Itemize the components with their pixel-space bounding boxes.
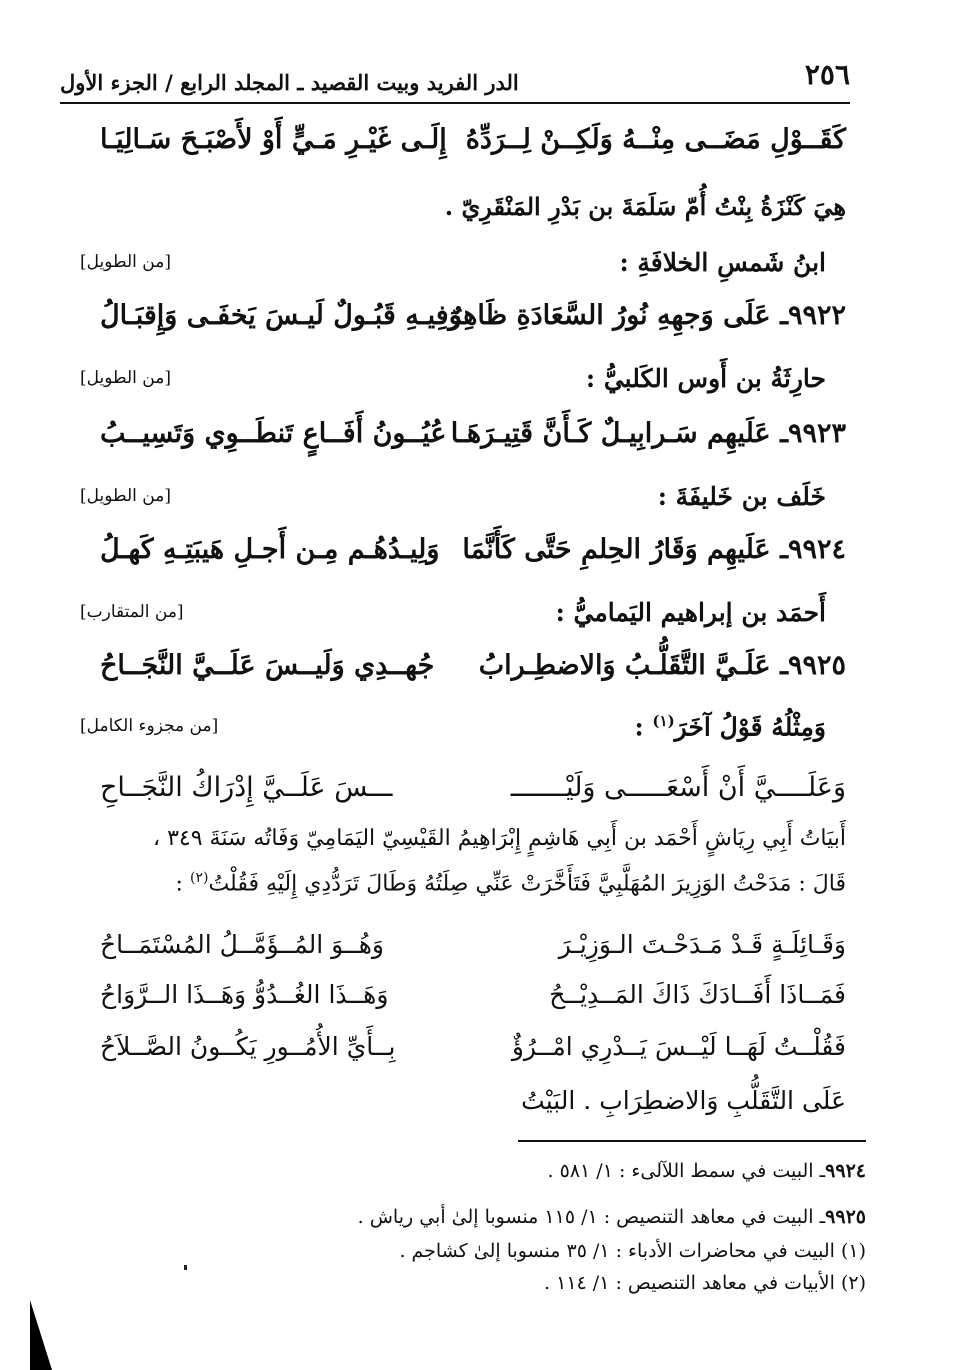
footnote-text: البيت في محاضرات الأدباء : ١/ ٣٥ منسوبا إلىٰ كشاجم . [399, 1240, 835, 1262]
footnote-number: ٩٩٢٥ [825, 1206, 866, 1228]
verse-other [100, 772, 846, 818]
verse-9922 [100, 300, 846, 346]
verse-9925 [100, 650, 846, 696]
footnote-number: (١) [840, 1240, 866, 1262]
verse-text: عَلَيهِم سَـرابِيـلٌ كَـأَنَّ قَتِيـرَهَـا [450, 418, 771, 449]
verse-first-hemistich: وَقَـائِلَـةٍ قَـدْ مَـدَحْـتَ الـوَزِيْـرَ [558, 930, 846, 959]
footnote-number: ٩٩٢٤ [825, 1160, 866, 1182]
verse-text: عَلَـيَّ التَّقَلُّـبُ وَالاضطِـرابُ [478, 650, 771, 681]
meter-label: [من المتقارب] [80, 602, 184, 622]
poet-name: أَحمَد بن إبراهيم اليَماميُّ : [555, 598, 826, 627]
verse-first-hemistich: فَقُلْــتُ لَهَــا لَيْــسَ يَــدْرِي امْــرُؤٌ [511, 1032, 846, 1061]
footnote-text: ـ البيت في معاهد التنصيص : ١/ ١١٥ منسوبا إلىٰ أبي رياش . [357, 1206, 826, 1228]
attribution-9923 [80, 364, 826, 404]
prose-line-2 [90, 870, 846, 896]
note-kanza: هِيَ كَنْزَةُ بِنْتُ أُمّ سَلَمَةَ بن بَدْرِ المَنْقَرِيّ . [444, 192, 846, 221]
meter-label: [من الطويل] [80, 486, 171, 506]
verse-9923 [100, 418, 846, 464]
poem-verse-3 [100, 1032, 846, 1078]
verse-first-hemistich: ٩٩٢٤ـ عَلَيهِم وَقَارُ الحِلمِ حَتَّى كَأَنَّمَا [462, 534, 846, 565]
prose-line-1: أَبيَاتُ أَبِي رِيَاشٍ أَحْمَد بن أَبِي هَاشِمٍ إِبْرَاهِيمُ القَيْسِيّ اليَمَامِيّ وَفَاتُه سَنَةَ ٣٤٩ ، [153, 826, 846, 851]
attribution-9922 [80, 248, 826, 288]
poet-name [634, 712, 826, 741]
poet-name: حارِثَةُ بن أَوس الكَلبيُّ : [585, 364, 826, 393]
footnote-mark: (٢) [189, 870, 209, 886]
running-title: الدر الفريد وبيت القصيد ـ المجلد الرابع / الجزء الأول [60, 70, 519, 95]
other-poet-text: وَمِثْلُهُ قَوْلُ آخَرَ [674, 712, 826, 742]
verse-first-hemistich: فَمَــاذَا أَفَــادَكَ ذَاكَ المَــدِيْــحُ [549, 980, 846, 1009]
verse-second-hemistich: ـــسَ عَلَــيَّ إِدْرَاكُ النَّجَــاحِ [100, 772, 393, 803]
verse-second-hemistich: وَهَــذَا الغُــدُوُّ وَهَــذَا الــرَّوَاحُ [100, 980, 389, 1009]
verse-number: ٩٩٢٥ [787, 650, 846, 681]
attribution-other [80, 712, 826, 752]
verse-number: ٩٩٢٣ [787, 418, 846, 449]
verse-second-hemistich: وَلِيـدُهُـم مِـن أَجـلِ هَيبَتِـهِ كَهـلُ [100, 534, 440, 565]
verse-second-hemistich: عُيُــونُ أَفَــاعٍ تَنطَــوِي وَتَسِيــبُ [100, 418, 447, 449]
poem-verse-1 [100, 930, 846, 976]
footnote-2 [544, 1272, 866, 1294]
verse-second-hemistich: وَهُــوَ المُــؤَمَّــلُ المُسْتَمَــاحُ [100, 930, 384, 959]
scan-edge-mark [30, 1300, 52, 1370]
poet-name: ابنُ شَمسِ الخلافَةِ : [619, 248, 826, 277]
poet-name: خَلَف بن خَليفَةَ : [657, 482, 826, 511]
page-number: ٢٥٦ [804, 58, 850, 91]
verse-number: ٩٩٢٤ [787, 534, 846, 565]
verse-9924 [100, 534, 846, 580]
verse-first-hemistich: كَقَــوْلِ مَضَــى مِنْــهُ وَلَكِــنْ لِــرَدِّهُ [465, 124, 846, 155]
footnote-1 [399, 1240, 866, 1262]
poem-last-line: عَلَى التَّقَلُّبِ وَالاضطِرَابِ . البَيْتُ [521, 1086, 846, 1115]
poem-verse-2 [100, 980, 846, 1026]
page-header [60, 58, 850, 102]
attribution-9924 [80, 482, 826, 522]
meter-label: [من مجزوء الكامل] [80, 716, 219, 736]
verse-continued [100, 124, 846, 170]
verse-second-hemistich: جُهــدِي وَلَيــسَ عَلَــيَّ النَّجَــاحُ [100, 650, 435, 681]
colon: : [634, 712, 644, 742]
footnote-text: الأبيات في معاهد التنصيص : ١/ ١١٤ . [544, 1272, 835, 1294]
verse-text: عَلَيهِم وَقَارُ الحِلمِ حَتَّى كَأَنَّمَا [462, 534, 771, 565]
meter-label: [من الطويل] [80, 368, 171, 388]
footnote-rule [518, 1140, 866, 1142]
meter-label: [من الطويل] [80, 252, 171, 272]
footnote-9924 [548, 1160, 866, 1182]
header-rule [60, 102, 850, 104]
colon: : [175, 871, 183, 897]
verse-text: عَلَى وَجهِهِ نُورُ السَّعَادَةِ ظَاهِرٌ [448, 300, 771, 331]
prose-line-2-text: قَالَ : مَدَحْتُ الوَزِيرَ المُهَلَّبِيَّ فَتَأَخَّرَتْ عَنِّي صِلَتُهُ وَطَالَ تَرَدُّدِي إِلَيْهِ فَقُلْتُ [208, 871, 846, 897]
footnote-9925 [358, 1206, 866, 1228]
verse-second-hemistich: إِلَـى غَيْـرِ مَـيٍّ أَوْ لأَصْبَـحَ سَـالِيَـا [100, 124, 447, 155]
footnote-text: ـ البيت في سمط اللآلىء : ١/ ٥٨١ . [547, 1160, 826, 1182]
verse-first-hemistich: ٩٩٢٢ـ عَلَى وَجهِهِ نُورُ السَّعَادَةِ ظَاهِرٌ [448, 300, 846, 331]
attribution-9925 [80, 598, 826, 638]
verse-number: ٩٩٢٢ [787, 300, 846, 331]
verse-first-hemistich: ٩٩٢٣ـ عَلَيهِم سَـرابِيـلٌ كَـأَنَّ قَتِيـرَهَـا [450, 418, 846, 449]
footnote-number: (٢) [840, 1272, 866, 1294]
verse-second-hemistich: وَفِيـهِ قَبُـولٌ لَيـسَ يَخفَـى وَإِقبَـالُ [100, 300, 462, 331]
verse-first-hemistich: وَعَلَــــيَّ أَنْ أَسْعَـــــى وَلَيْـــــــ [510, 772, 846, 803]
ink-speck [184, 1265, 187, 1270]
footnote-mark: (١) [652, 712, 675, 730]
verse-second-hemistich: بِــأَيِّ الأُمُــورِ يَكُــونُ الصَّــلاَحُ [100, 1032, 396, 1061]
verse-first-hemistich: ٩٩٢٥ـ عَلَـيَّ التَّقَلُّـبُ وَالاضطِـرابُ [478, 650, 846, 681]
